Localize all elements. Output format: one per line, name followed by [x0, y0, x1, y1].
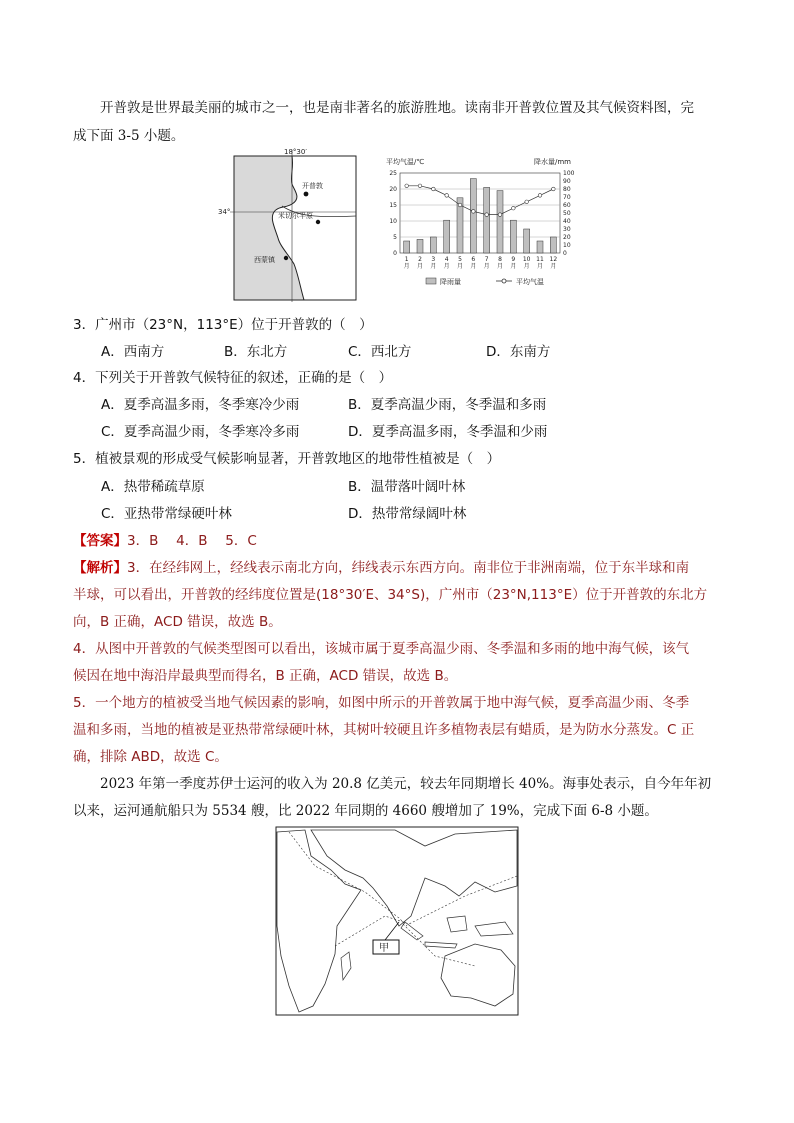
legend-rain-swatch	[426, 278, 436, 284]
cape-town-dot	[304, 192, 309, 197]
q3-option-d[interactable]: D．东南方	[486, 344, 551, 360]
month-unit-label: 月	[470, 263, 477, 270]
q4-option-a[interactable]: A．夏季高温多雨，冬季寒冷少雨	[101, 397, 300, 413]
analysis-text-1: 3．在经纬网上，经线表示南北方向，纬线表示东西方向。南非位于非洲南端，位于东半球和南	[127, 560, 690, 576]
month-unit-label: 月	[403, 263, 410, 270]
month-unit-label: 月	[483, 263, 490, 270]
analysis-label: 【解析】	[73, 560, 127, 576]
intro2-line-1: 2023 年第一季度苏伊士运河的收入为 20.8 亿美元，较去年同期增长 40%。海事处表示，自今年年初	[100, 776, 712, 792]
simons-town-dot	[284, 256, 288, 260]
temp-point	[405, 184, 409, 188]
temp-line	[407, 186, 554, 215]
analysis-line-3: 向，B 正确，ACD 错误，故选 B。	[73, 614, 282, 630]
right-tick-label: 20	[563, 234, 571, 241]
longitude-label: 18°30′	[284, 148, 307, 156]
right-tick-label: 90	[563, 178, 571, 185]
temp-point	[498, 213, 502, 217]
q3-option-a[interactable]: A．西南方	[101, 344, 165, 360]
left-tick-label: 25	[389, 170, 397, 177]
rain-bar	[524, 229, 530, 253]
analysis-line-6: 5．一个地方的植被受当地气候因素的影响，如图中所示的开普敦属于地中海气候，夏季高温少雨、冬季	[73, 695, 690, 711]
month-number-label: 10	[522, 256, 531, 263]
place-mitchells-plain: 米切尔平原	[278, 212, 313, 220]
rain-bar	[537, 241, 543, 253]
q3-stem: 3．广州市（23°N，113°E）位于开普敦的（ ）	[73, 317, 373, 333]
temp-point	[445, 194, 449, 198]
mitchells-plain-dot	[316, 220, 320, 224]
month-number-label: 5	[458, 256, 462, 263]
q4-option-c[interactable]: C．夏季高温少雨，冬季寒冷多雨	[101, 424, 300, 440]
month-number-label: 12	[549, 256, 558, 263]
q5-option-c[interactable]: C．亚热带常绿硬叶林	[101, 506, 232, 522]
month-number-label: 3	[431, 256, 436, 263]
analysis-line-8: 确，排除 ABD，故选 C。	[73, 749, 228, 765]
month-unit-label: 月	[523, 263, 530, 270]
right-tick-label: 50	[563, 210, 571, 217]
left-tick-label: 15	[389, 202, 397, 209]
intro2-line-2: 以来，运河通航船只为 5534 艘，比 2022 年同期的 4660 艘增加了 19%，完成下面 6-8 小题。	[73, 803, 658, 819]
analysis-line-1	[73, 556, 689, 576]
month-unit-label: 月	[416, 263, 424, 270]
analysis-line-4: 4．从图中开普敦的气候类型图可以看出，该城市属于夏季高温少雨、冬季温和多雨的地中海气候，该气	[73, 641, 690, 657]
month-unit-label: 月	[443, 263, 450, 270]
q3-option-b[interactable]: B．东北方	[224, 344, 288, 360]
legend-temp-marker	[502, 279, 506, 283]
suez-route-map	[275, 826, 519, 1016]
rain-bar	[417, 239, 423, 253]
q3-option-c[interactable]: C．西北方	[348, 344, 412, 360]
rain-bar	[430, 237, 436, 253]
month-unit-label: 月	[536, 263, 544, 270]
climate-chart	[384, 156, 579, 291]
answer-text: 3．B 4．B 5．C	[127, 533, 257, 549]
month-number-label: 7	[484, 256, 489, 263]
month-number-label: 11	[536, 256, 544, 263]
month-number-label: 2	[418, 256, 422, 263]
right-tick-label: 40	[563, 218, 571, 225]
rain-bar	[497, 191, 503, 253]
right-tick-label: 30	[563, 226, 571, 233]
month-number-label: 4	[444, 256, 449, 263]
month-number-label: 1	[404, 256, 409, 263]
q5-stem: 5．植被景观的形成受气候影响显著，开普敦地区的地带性植被是（ ）	[73, 451, 501, 467]
right-tick-label: 70	[563, 194, 571, 201]
rain-bar	[550, 237, 556, 253]
intro-line-2: 成下面 3-5 小题。	[73, 128, 185, 144]
temp-point	[485, 213, 489, 217]
rain-bar	[444, 220, 450, 253]
q4-stem: 4．下列关于开普敦气候特征的叙述，正确的是（ ）	[73, 370, 393, 386]
month-number-label: 9	[511, 256, 516, 263]
analysis-line-2: 半球，可以看出，开普敦的经纬度位置是(18°30′E、34°S)，广州市（23°N,113°E）位于开普敦的东北方	[73, 587, 708, 603]
left-tick-label: 0	[393, 250, 397, 257]
rain-bar	[484, 187, 490, 253]
q4-option-d[interactable]: D．夏季高温多雨，冬季温和少雨	[348, 424, 548, 440]
left-tick-label: 10	[389, 218, 397, 225]
latitude-label: 34°	[218, 208, 231, 216]
right-tick-label: 100	[563, 170, 575, 177]
temp-point	[418, 184, 422, 188]
right-tick-label: 0	[563, 250, 567, 257]
rain-bar	[510, 220, 516, 253]
month-number-label: 8	[498, 256, 502, 263]
place-cape-town: 开普敦	[302, 182, 323, 190]
chart-right-title: 降水量/mm	[534, 158, 571, 166]
month-unit-label: 月	[496, 263, 504, 270]
chart-left-title: 平均气温/℃	[386, 158, 425, 166]
temp-point	[525, 200, 529, 204]
q5-option-d[interactable]: D．热带常绿阔叶林	[348, 506, 467, 522]
left-tick-label: 5	[393, 234, 397, 241]
month-unit-label: 月	[430, 263, 437, 270]
place-simons-town: 西蒙镇	[254, 256, 275, 264]
right-tick-label: 60	[563, 202, 571, 209]
temp-point	[472, 210, 476, 214]
q4-option-b[interactable]: B．夏季高温少雨，冬季温和多雨	[348, 397, 547, 413]
legend-rain: 降雨量	[440, 278, 461, 286]
month-number-label: 6	[471, 256, 476, 263]
temp-point	[538, 194, 542, 198]
temp-point	[458, 203, 462, 207]
analysis-line-5: 候因在地中海沿岸最典型而得名，B 正确，ACD 错误，故选 B。	[73, 668, 458, 684]
month-unit-label: 月	[456, 263, 464, 270]
month-unit-label: 月	[550, 263, 557, 270]
right-tick-label: 10	[563, 242, 571, 249]
q5-option-b[interactable]: B．温带落叶阔叶林	[348, 479, 466, 495]
rain-bar	[470, 179, 476, 253]
analysis-line-7: 温和多雨，当地的植被是亚热带常绿硬叶林，其树叶较硬且许多植物表层有蜡质，是为防水分蒸发。C 正	[73, 722, 695, 738]
answer-label: 【答案】	[73, 533, 127, 549]
right-tick-label: 80	[563, 186, 571, 193]
cape-town-map	[218, 146, 362, 306]
rain-bar	[404, 241, 410, 253]
answer-line	[73, 529, 257, 549]
temp-point	[552, 187, 556, 191]
left-tick-label: 20	[389, 186, 397, 193]
month-unit-label: 月	[510, 263, 517, 270]
q5-option-a[interactable]: A．热带稀疏草原	[101, 479, 205, 495]
intro-line-1: 开普敦是世界最美丽的城市之一，也是南非著名的旅游胜地。读南非开普敦位置及其气候资料图，完	[100, 100, 694, 116]
legend-temp: 平均气温	[516, 278, 544, 286]
temp-point	[432, 187, 436, 191]
label-jia: 甲	[379, 943, 389, 954]
temp-point	[512, 206, 516, 210]
